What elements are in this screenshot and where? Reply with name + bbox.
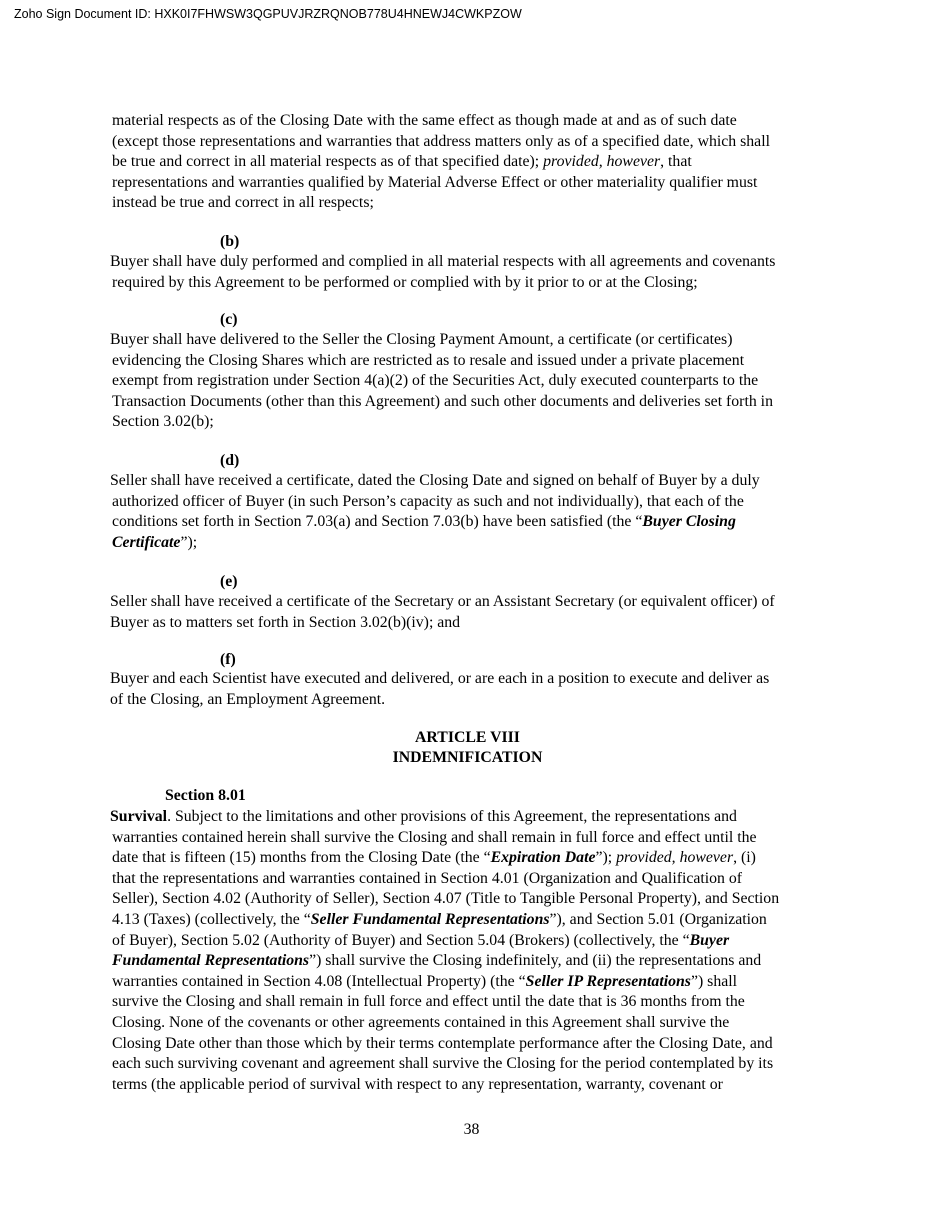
text-line: each such surviving covenant and agreement shall survive the Closing for the period contemplated by its <box>112 1055 774 1073</box>
text-line: Buyer and each Scientist have executed and delivered, or are each in a position to execute and deliver as <box>110 670 770 687</box>
text-line: Seller shall have received a certificate, dated the Closing Date and signed on behalf of Buyer by a duly <box>110 472 760 489</box>
item-label-b: (b) <box>220 233 240 250</box>
text-line: evidencing the Closing Shares which are restricted as to resale and issued under a private placement <box>112 351 745 369</box>
section-label: Section 8.01 <box>165 787 246 804</box>
text-line: warranties contained herein shall survive the Closing and shall remain in full force and effect until the <box>112 828 757 846</box>
item-label-c: (c) <box>220 311 238 328</box>
item-label-e: (e) <box>220 573 238 590</box>
item-label-f: (f) <box>220 651 236 668</box>
text-line: Buyer shall have duly performed and complied in all material respects with all agreements and covenants <box>110 253 776 270</box>
text-line: representations and warranties qualified by Material Adverse Effect or other materiality qualifier must <box>112 173 758 191</box>
text-line: material respects as of the Closing Date with the same effect as though made at and as of such date <box>112 112 737 129</box>
text-line: of the Closing, an Employment Agreement. <box>110 690 386 708</box>
item-d-text <box>112 471 832 553</box>
text-line: Closing Date other than those which by their terms contemplate performance after the Closing Date, and <box>112 1034 773 1052</box>
text-line: (except those representations and warranties that address matters only as of a specified date, which shall <box>112 132 770 150</box>
item-c-text <box>112 330 832 433</box>
section-8-01-text <box>112 807 832 1095</box>
text-line: Survival. Subject to the limitations and other provisions of this Agreement, the representations and <box>110 808 737 825</box>
text-line: required by this Agreement to be performed or complied with by it prior to or at the Closing; <box>112 273 698 291</box>
text-line: Closing. None of the covenants or other agreements contained in this Agreement shall survive the <box>112 1013 730 1031</box>
text-line: Transaction Documents (other than this Agreement) and such other documents and deliveries set forth in <box>112 392 773 410</box>
text-line: Section 3.02(b); <box>112 413 214 431</box>
text-line: authorized officer of Buyer (in such Person’s capacity as such and not individually), that each of the <box>112 492 744 510</box>
text-line: be true and correct in all material respects as of that specified date); provided, however, that <box>112 153 692 171</box>
text-line: of Buyer), Section 5.02 (Authority of Buyer) and Section 5.04 (Brokers) (collectively, the “Buyer <box>112 931 730 949</box>
text-line: exempt from registration under Section 4(a)(2) of the Securities Act, duly executed counterparts to the <box>112 372 759 390</box>
item-label-d: (d) <box>220 452 240 469</box>
item-e-text <box>112 592 832 633</box>
text-line: Certificate”); <box>112 533 198 551</box>
text-line: date that is fifteen (15) months from the Closing Date (the “Expiration Date”); provided, however, (i) <box>112 849 756 867</box>
text-line: Buyer as to matters set forth in Section 3.02(b)(iv); and <box>110 613 461 631</box>
text-line: instead be true and correct in all respects; <box>112 194 374 212</box>
text-line: Seller shall have received a certificate of the Secretary or an Assistant Secretary (or equivalent officer) of <box>110 593 775 610</box>
article-title: INDEMNIFICATION <box>392 749 543 766</box>
text-line: terms (the applicable period of survival with respect to any representation, warranty, covenant or <box>112 1075 723 1093</box>
text-line: Seller), Section 4.02 (Authority of Seller), Section 4.07 (Title to Tangible Personal Property), and Section <box>112 890 780 908</box>
text-line: 4.13 (Taxes) (collectively, the “Seller Fundamental Representations”), and Section 5.01 (Organization <box>112 910 767 928</box>
item-b-text <box>112 252 832 293</box>
text-line: Buyer shall have delivered to the Seller the Closing Payment Amount, a certificate (or certificates) <box>110 331 733 348</box>
article-number: ARTICLE VIII <box>415 729 520 746</box>
section-heading: Survival <box>110 808 168 825</box>
text-line: that the representations and warranties contained in Section 4.01 (Organization and Qualification of <box>112 869 743 887</box>
paragraph-a-continuation <box>112 111 832 214</box>
item-f-text <box>112 669 832 710</box>
page-number: 38 <box>463 1121 480 1138</box>
text-line: Fundamental Representations”) shall survive the Closing indefinitely, and (ii) the representations and <box>112 952 762 970</box>
text-line: warranties contained in Section 4.08 (Intellectual Property) (the “Seller IP Representations”) shall <box>112 972 738 990</box>
document-id-header: Zoho Sign Document ID: HXK0I7FHWSW3QGPUVJRZRQNOB778U4HNEWJ4CWKPZOW <box>14 7 522 21</box>
text-line: conditions set forth in Section 7.03(a) and Section 7.03(b) have been satisfied (the “Buyer Closing <box>112 513 736 531</box>
text-line: survive the Closing and shall remain in full force and effect until the date that is 36 months from the <box>112 993 745 1011</box>
